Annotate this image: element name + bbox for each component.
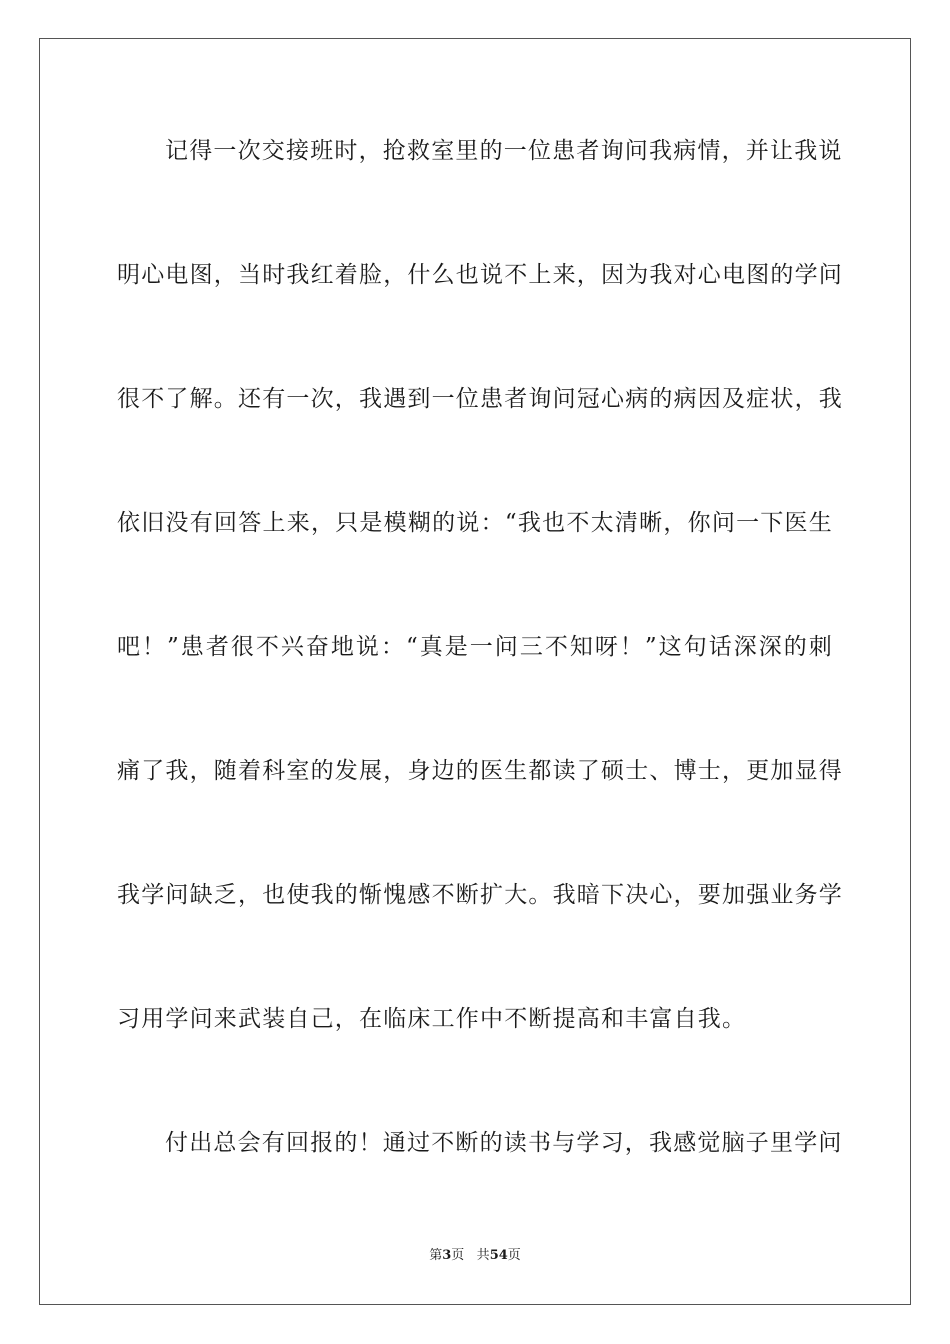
page-number: 3: [442, 1248, 452, 1263]
total-pages: 54: [489, 1248, 508, 1263]
paragraph-2-line-1: 付出总会有回报的！通过不断的读书与学习，我感觉脑子里学问: [165, 1130, 843, 1156]
page-footer: [0, 1246, 950, 1266]
page-suffix: 页: [451, 1248, 465, 1263]
total-prefix: 共: [476, 1248, 490, 1263]
page-prefix: 第: [429, 1248, 443, 1263]
page-border: [39, 38, 911, 1305]
paragraph-1-line-8: 习用学问来武装自己，在临床工作中不断提高和丰富自我。: [117, 1006, 747, 1032]
paragraph-1-line-2: 明心电图，当时我红着脸，什么也说不上来，因为我对心电图的学问: [117, 262, 843, 288]
paragraph-1-line-4: 依旧没有回答上来，只是模糊的说：“我也不太清晰，你问一下医生: [117, 510, 833, 536]
total-suffix: 页: [507, 1248, 521, 1263]
paragraph-1-line-7: 我学问缺乏，也使我的惭愧感不断扩大。我暗下决心，要加强业务学: [117, 882, 843, 908]
paragraph-1-line-5: 吧！”患者很不兴奋地说：“真是一问三不知呀！”这句话深深的刺: [117, 634, 833, 660]
paragraph-1-line-1: 记得一次交接班时，抢救室里的一位患者询问我病情，并让我说: [165, 138, 843, 164]
paragraph-1-line-6: 痛了我，随着科室的发展，身边的医生都读了硕士、博士，更加显得: [117, 758, 843, 784]
paragraph-1-line-3: 很不了解。还有一次，我遇到一位患者询问冠心病的病因及症状，我: [117, 386, 843, 412]
